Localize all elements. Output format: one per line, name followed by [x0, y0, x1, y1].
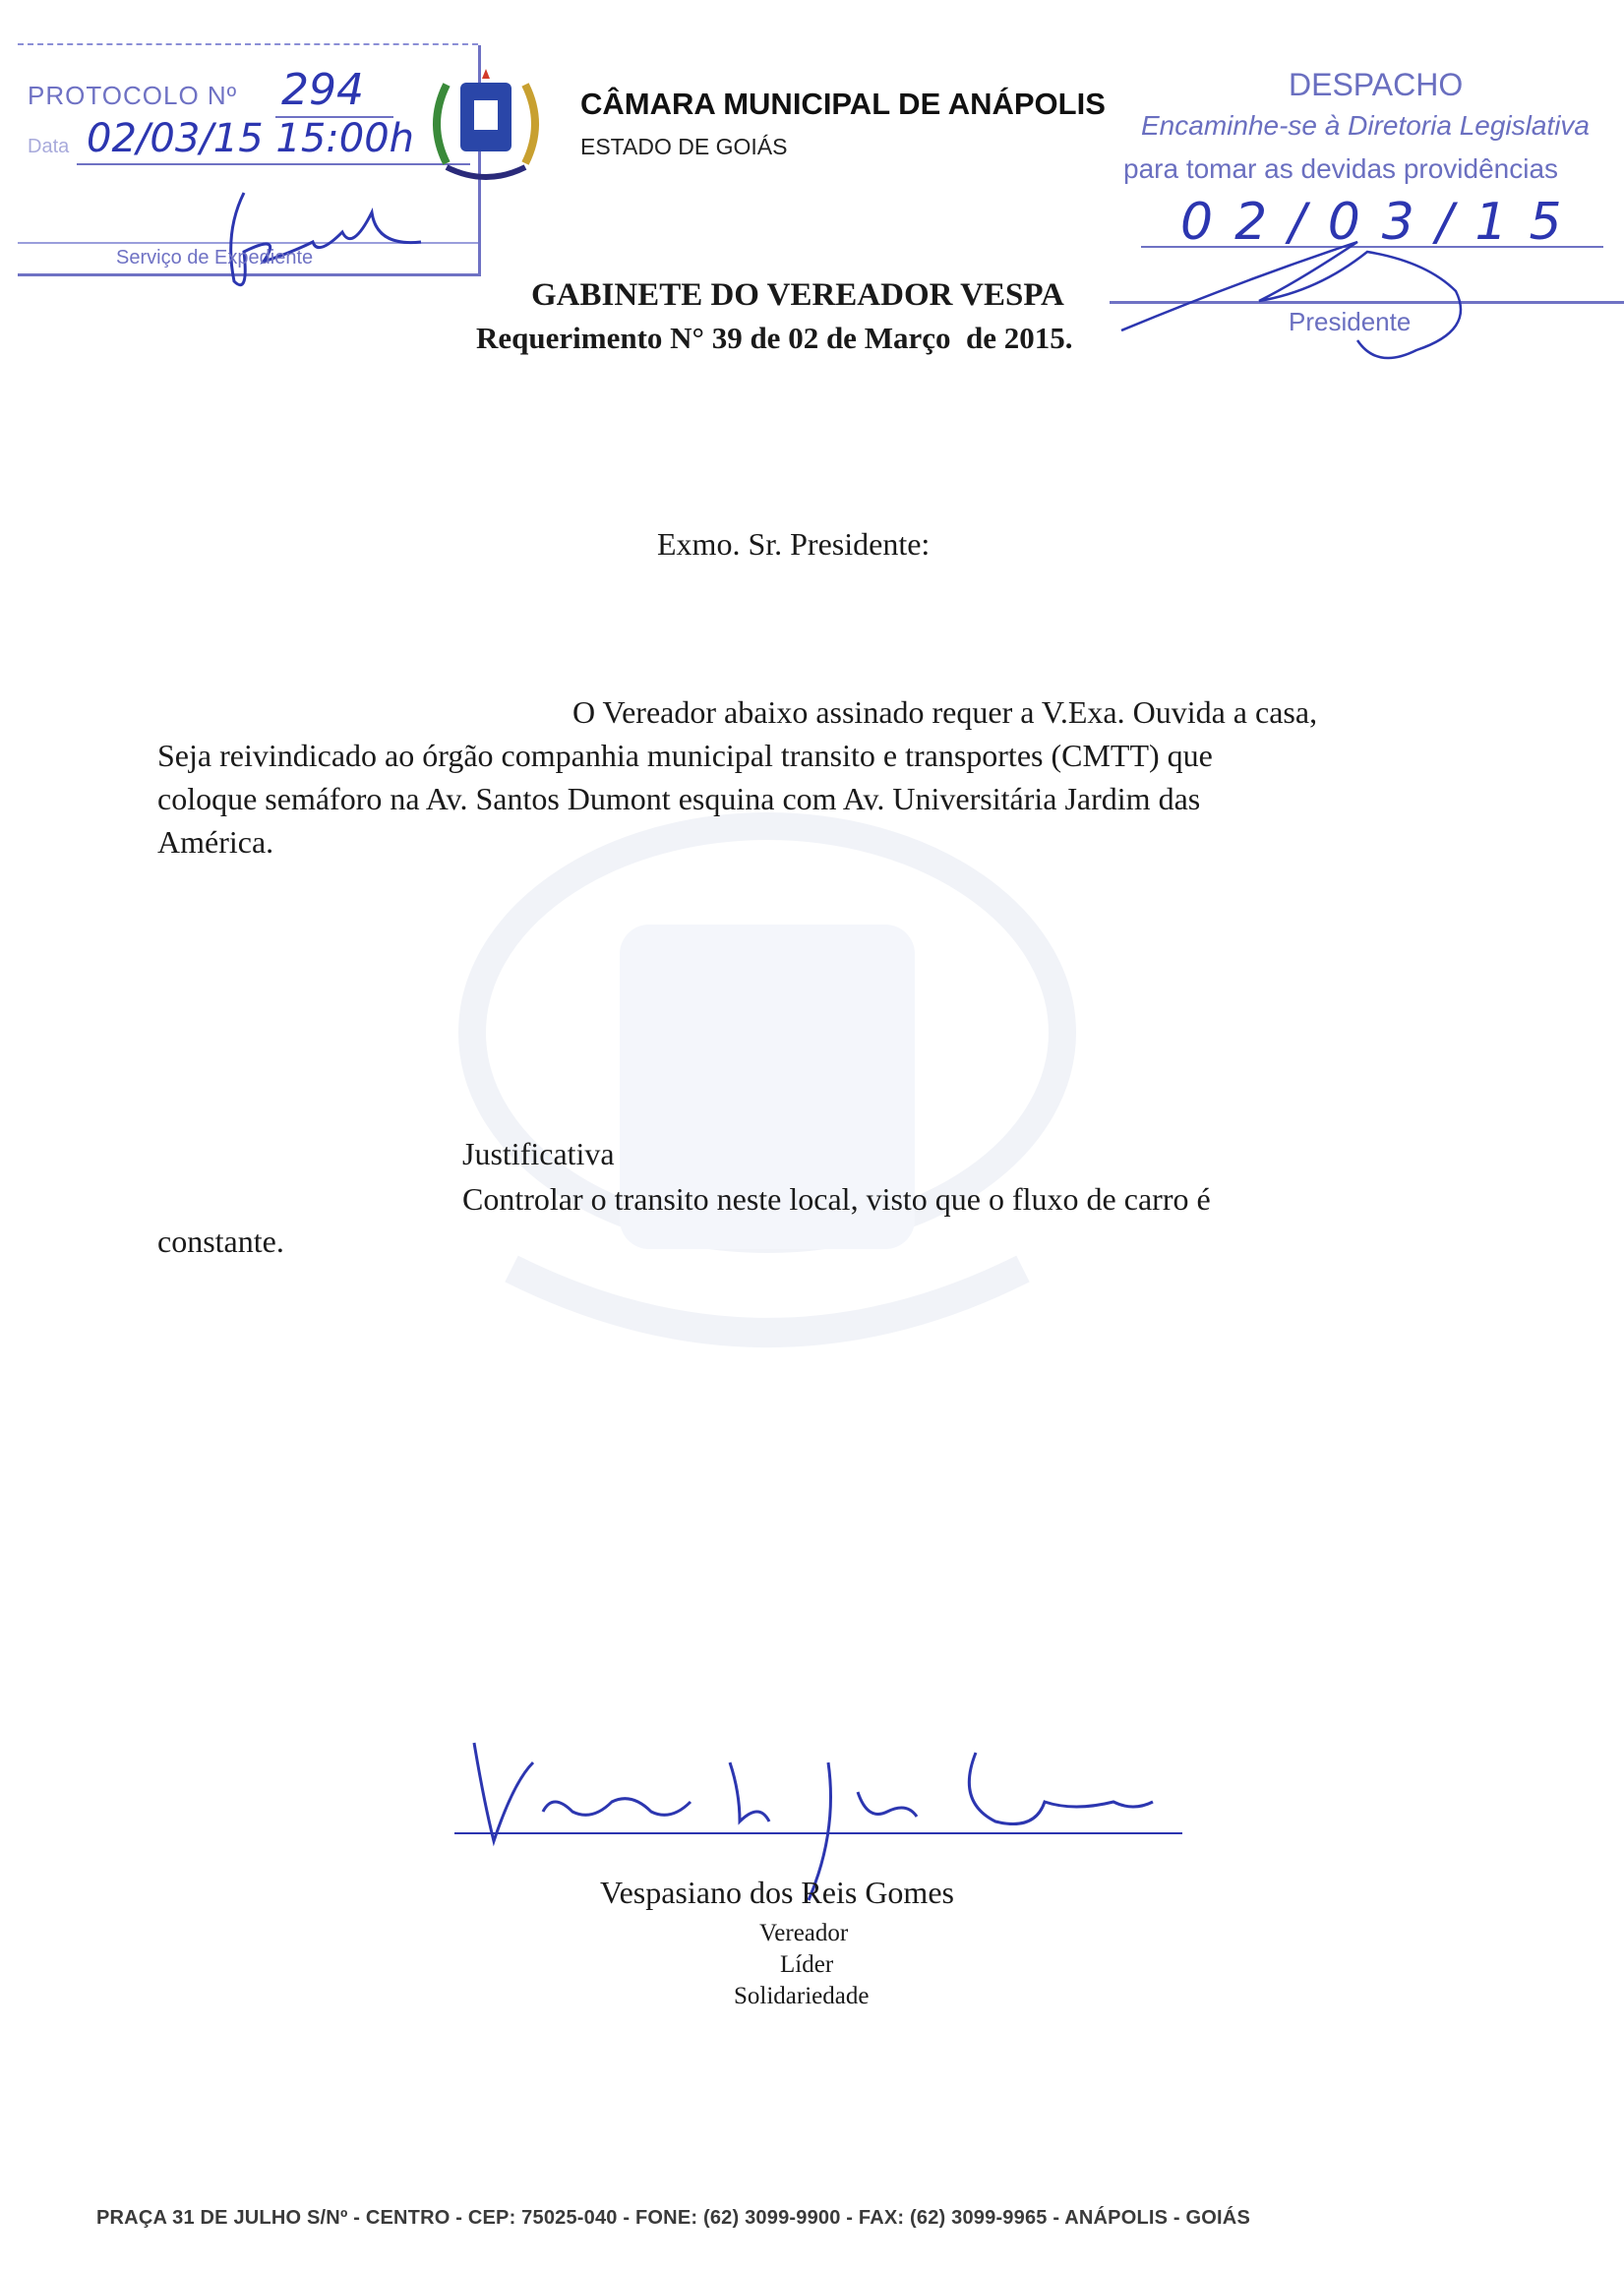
request-paragraph-line4: América. [157, 824, 274, 860]
salutation: Exmo. Sr. Presidente: [657, 526, 931, 562]
justification-line2: constante. [157, 1224, 284, 1259]
office-title: GABINETE DO VEREADOR VESPA [531, 277, 1064, 313]
watermark-emblem [393, 806, 1141, 1397]
signer-title: Vereador [759, 1920, 849, 1946]
despacho-stamp [1102, 55, 1624, 380]
despacho-signature [1102, 222, 1515, 380]
protocol-date-value: 02/03/15 15:00h [87, 116, 414, 161]
protocol-label: PROTOCOLO Nº [28, 81, 238, 110]
despacho-line2: para tomar as devidas providências [1123, 153, 1559, 184]
despacho-title: DESPACHO [1289, 67, 1464, 102]
protocol-date-underline [77, 163, 470, 165]
protocol-initials-signature [205, 173, 441, 301]
justification-line1: Controlar o transito neste local, visto que o fluxo de carro é [462, 1181, 1211, 1217]
coat-of-arms-icon [417, 65, 555, 187]
request-title: Requerimento N° 39 de 02 de Março de 2015. [476, 321, 1073, 355]
justification-title: Justificativa [462, 1136, 615, 1171]
protocol-number: 294 [281, 65, 364, 115]
request-paragraph-line1: O Vereador abaixo assinado requer a V.Exa. Ouvida a casa, [572, 694, 1318, 730]
protocol-stamp [18, 45, 481, 276]
request-paragraph-line2: Seja reivindicado ao órgão companhia municipal transito e transportes (CMTT) que [157, 738, 1213, 773]
despacho-role: Presidente [1289, 307, 1412, 336]
request-paragraph-line3: coloque semáforo na Av. Santos Dumont esquina com Av. Universitária Jardim das [157, 781, 1201, 816]
signer-name: Vespasiano dos Reis Gomes [600, 1875, 954, 1910]
signer-party: Solidariedade [734, 1983, 870, 2009]
despacho-line1: Encaminhe-se à Diretoria Legislativa [1141, 110, 1590, 141]
protocol-service-label: Serviço de Expediente [116, 247, 314, 269]
institution-name: CÂMARA MUNICIPAL DE ANÁPOLIS [580, 87, 1106, 121]
signer-role: Líder [780, 1951, 834, 1978]
despacho-date-value: 02/03/15 [1180, 193, 1584, 252]
state-name: ESTADO DE GOIÁS [580, 134, 788, 159]
footer-address: PRAÇA 31 DE JULHO S/Nº - CENTRO - CEP: 75025-040 - FONE: (62) 3099-9900 - FAX: (62) 3099-9965 - ANÁPOLIS - GOIÁS [96, 2207, 1250, 2229]
protocol-date-label: Data [28, 136, 70, 157]
